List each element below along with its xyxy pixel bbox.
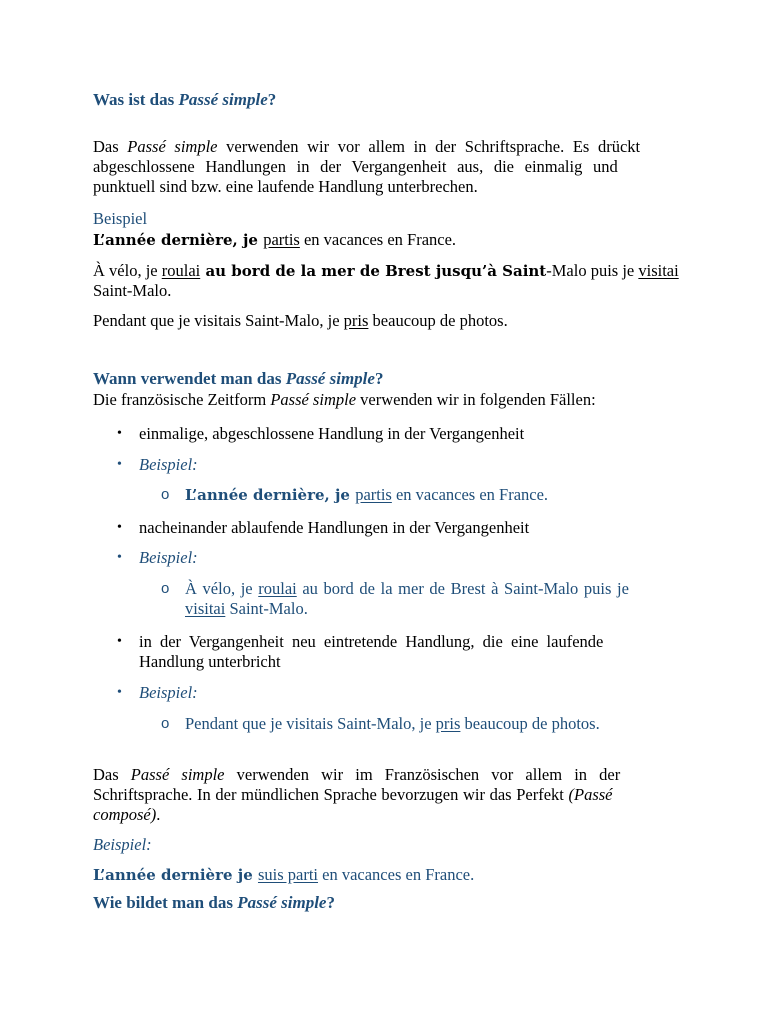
bullet-dot: •: [117, 685, 122, 700]
heading3-italic: Passé simple: [237, 893, 327, 912]
p2-line-2: [93, 785, 675, 805]
bullet-2-text: nacheinander ablaufende Handlungen in der Vergangenheit: [139, 518, 530, 537]
p2-a: Das: [93, 765, 131, 784]
p2-c: verwenden wir im Französischen vor allem in der: [224, 765, 621, 784]
sub-example-2: [185, 579, 675, 619]
ex1-a: L’année dernière, je: [93, 231, 264, 249]
p2-b: Passé simple: [130, 765, 225, 784]
ex2-line-2: Saint-Malo.: [93, 281, 172, 300]
heading-prefix: Was ist das: [93, 90, 179, 109]
s1-verb: partis: [355, 485, 392, 504]
paragraph-2: [93, 765, 675, 825]
s1-a: L’année dernière, je: [185, 486, 356, 504]
heading3-prefix: Wie bildet man das: [93, 893, 238, 912]
beispiel-label-2: Beispiel:: [93, 835, 152, 854]
intro-line-2: abgeschlossene Handlungen in der Vergangenheit aus, die einmalig und: [93, 157, 618, 176]
beispiel-bullet-2: Beispiel:: [139, 548, 198, 567]
ex2-line-1: [93, 261, 679, 281]
ex2-a: À vélo, je: [93, 261, 162, 280]
heading-wie: [93, 893, 675, 913]
s3-verb: pris: [435, 714, 461, 733]
s1-c: en vacances en France.: [391, 485, 549, 504]
wann-intro-a: Die französische Zeitform: [93, 390, 271, 409]
s2-line-2: [185, 599, 675, 619]
s2-c: au bord de la mer de Brest à Saint-Malo puis je: [296, 579, 629, 598]
intro-l1a: Das: [93, 137, 128, 156]
example-3: [93, 311, 675, 331]
intro-l1b: Passé simple: [127, 137, 218, 156]
ex3-c: beaucoup de photos.: [368, 311, 508, 330]
s3-a: Pendant que je visitais Saint-Malo, je: [185, 714, 436, 733]
bullet-3-text: [139, 632, 675, 672]
ex3-a: Pendant que je visitais Saint-Malo, je: [93, 311, 344, 330]
s2-line-1: [185, 579, 675, 599]
p2-line-1: [93, 765, 675, 785]
heading-italic: Passé simple: [178, 90, 268, 109]
ex4-a: L’année dernière je: [93, 866, 258, 884]
ex1-verb: partis: [263, 230, 300, 249]
p2-g: .: [156, 805, 161, 824]
example-4: [93, 865, 675, 885]
ex2-d: -Malo puis je: [546, 261, 639, 280]
bullet-dot: •: [117, 520, 122, 535]
heading2-prefix: Wann verwendet man das: [93, 369, 286, 388]
ex3-verb: pris: [343, 311, 369, 330]
sub-bullet-circle: o: [161, 486, 170, 503]
ex1-c: en vacances en France.: [299, 230, 457, 249]
sub-bullet-circle: o: [161, 580, 170, 597]
beispiel-bullet-3: Beispiel:: [139, 683, 198, 702]
bullet-dot: •: [117, 634, 122, 649]
s2-e: Saint-Malo.: [225, 599, 308, 618]
heading-wann: [93, 369, 675, 389]
intro-line-1: [93, 137, 675, 157]
intro-paragraph: [93, 137, 675, 197]
ex2-verb-1: roulai: [161, 261, 201, 280]
wann-intro: [93, 390, 675, 410]
s2-a: À vélo, je: [185, 579, 259, 598]
intro-l1c: verwenden wir vor allem in der Schriftsprache. Es drückt: [217, 137, 641, 156]
ex2-verb-2: visitai: [638, 261, 679, 280]
p2-e: (Passé: [568, 785, 613, 804]
p2-f: composé): [93, 805, 157, 824]
heading2-italic: Passé simple: [285, 369, 375, 388]
sub-example-1: [185, 485, 675, 505]
intro-line-3: punktuell sind bzw. eine laufende Handlung unterbrechen.: [93, 177, 478, 196]
p2-line-3: [93, 805, 675, 825]
wann-intro-c: verwenden wir in folgenden Fällen:: [356, 390, 596, 409]
sub-example-3: [185, 714, 675, 734]
heading2-suffix: ?: [374, 369, 384, 388]
ex4-verb: suis parti: [257, 865, 319, 884]
s2-verb-2: visitai: [185, 599, 226, 618]
sub-bullet-circle: o: [161, 715, 170, 732]
s3-c: beaucoup de photos.: [460, 714, 600, 733]
heading-suffix: ?: [267, 90, 277, 109]
example-2: [93, 261, 679, 301]
bullet-dot: •: [117, 550, 122, 565]
s2-verb-1: roulai: [258, 579, 297, 598]
beispiel-bullet-1: Beispiel:: [139, 455, 198, 474]
ex4-c: en vacances en France.: [318, 865, 475, 884]
b3-line-2: Handlung unterbricht: [139, 652, 281, 671]
bullet-dot: •: [117, 426, 122, 441]
beispiel-label: Beispiel: [93, 209, 148, 228]
bullet-dot: •: [117, 457, 122, 472]
heading3-suffix: ?: [326, 893, 335, 912]
ex2-c: au bord de la mer de Brest jusqu’à Saint: [200, 262, 547, 280]
example-1: [93, 230, 675, 250]
bullet-1-text: einmalige, abgeschlossene Handlung in der Vergangenheit: [139, 424, 525, 443]
b3-line-1: in der Vergangenheit neu eintretende Handlung, die eine laufende: [139, 632, 604, 651]
wann-intro-b: Passé simple: [270, 390, 357, 409]
heading-was-ist: [93, 90, 675, 110]
p2-d: Schriftsprache. In der mündlichen Sprache bevorzugen wir das Perfekt: [93, 785, 569, 804]
